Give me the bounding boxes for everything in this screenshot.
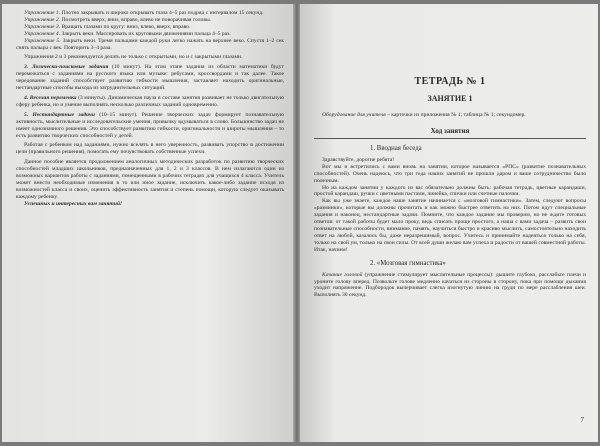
step-brain-gym-heading: 2. «Мозговая гимнастика» xyxy=(370,259,446,267)
page-number: 7 xyxy=(580,416,584,424)
equipment-paragraph: Оборудование для учителя – карточки из приложения № 1; таблица № 1; секундомер. xyxy=(322,112,526,118)
left-page xyxy=(2,4,294,442)
notebook-title: ТЕТРАДЬ № 1 xyxy=(414,76,486,87)
lesson-title: ЗАНЯТИЕ 1 xyxy=(427,94,473,103)
exercise-5: Упражнение 5. Закрыть веки. Тремя пальцами каждой руки легко нажать на верхнее веко. Спустя 1–2 сек снять пальцы с век. Повторить 3–4 раза. xyxy=(16,37,284,51)
closing-wish: Успешных и интересных вам занятий! xyxy=(24,200,123,207)
greeting: Здравствуйте, дорогие ребята! xyxy=(322,156,395,163)
course-heading: Ход занятия xyxy=(430,126,470,135)
intro-paragraph-3: Как вы уже знаете, каждое наше занятие начинается с «мозговой гимнастики». Затем, следуют вопросы «разминки», которые вы должны прочитать и как можно быстрее ответить на них. Потом идут специальные задания и наконец, нестандартные задачи. Помните, что каждое задание мы проверим, но не ждите готовых ответов: от такой работы будет мало проку, ведь списать проще простого, а наша с вами задача – развить свои познавательные способности, внимание, память, научиться быстро и красиво мыслить, самостоятельно находить ответ на любой, казалось бы, даже неразрешимый, вопрос. Учитесь и принимайте надеяться только на себя, только на свой ум, только на свои силы. От всей души желаю вам успеха и радости от вашей совместной работы. Итак, начнем! xyxy=(314,198,586,253)
step-intro-heading: 1. Вводная беседа xyxy=(370,144,422,152)
heading-rule xyxy=(314,138,586,139)
exercise-2: Упражнение 2. Посмотреть вверх, вниз, вправо, влево не поворачивая головы. xyxy=(24,16,212,23)
right-page xyxy=(300,4,598,442)
section-fun-break: 4. Веселая переменка (3 минуты). Динамическая пауза в составе занятия развивает не только двигательную сферу ребенка, но и умение выполнять несколько различных заданий одновременно. xyxy=(16,94,284,108)
brain-gym-paragraph: Качание головой (упражнение стимулирует мыслительные процессы): дышите глубоко, расслабьте плечи и уроните голову вперед. Позвольте голове медленно качаться из стороны в сторону, пока при помощи дыхания уходит напряжение. Подбородок вычерчивает слегка изогнутую линию на груди по мере расслабления шеи. Выполнять 30 секунд. xyxy=(314,271,586,299)
exercise-1: Упражнение 1. Плотно закрывать и широко открывать глаза 4–5 раз подряд с интервалом 15 секунд. xyxy=(24,10,264,16)
intro-paragraph-2: Но на каждом занятии у каждого из вас обязательно должны быть: рабочая тетрадь, цветные карандаши, простой карандаш, ручки с цветными пастами, линейка, спички или счетные палочки. xyxy=(314,184,586,198)
intro-paragraph-1: Вот мы и встретились с вами вновь на занятии, которое называется «РПС» (развитие познавательных способностей). Очень надеюсь, что три года наших занятий не прошли даром и ваше сотрудничество было полезным. xyxy=(314,163,586,184)
final-paragraph: Данное пособие является продолжением аналогичных методических разработок по развитию творческих способностей младших школьников, предназначенных для 1, 2 и 3 классов. В нем излагаются один из возможных вариантов работы с заданиями, помещенными в рабочих тетрадях для учащихся 4 класса. Учитель может внести необходимые изменения в то или иное задание, исключить какое-либо задание исходя из возможностей класса и своих, оценить эффективность занятия и степень помощи, которую следует оказывать каждому ребенку. xyxy=(16,159,284,200)
work-paragraph: Работая с ребенком над заданиями, нужно вселять в него уверенность, развивать упорство в достижении цели (правильного решения), помогать ему почувствовать собственные успехи. xyxy=(16,142,284,156)
section-logic-tasks: 3. Логически-поисковые задания (10 минут). На этом этапе задания из области математики будут перемежаться с заданиями на русского языка или музыке: ребусами, кроссвордами и так далее. Такое чередование заданий способствует развитию гибкости мышления, заставляет находить оригинальные, нестандартные способы выхода из затруднительных ситуаций. xyxy=(16,64,284,92)
exercise-3: Упражнение 3. Вращать глазами по кругу: вниз, влево, вверх, вправо. xyxy=(24,23,191,30)
recommend-paragraph: Упражнения 2 и 3 рекомендуется делать не только с открытыми, но и с закрытыми глазами. xyxy=(24,54,243,61)
exercise-4: Упражнение 4. Закрыть веки. Массировать их круговыми движениями пальца 4–5 раз. xyxy=(24,30,231,37)
section-nonstandard-tasks: 5. Нестандартные задачи (10–15 минут). Решение творческих задач формирует познавательную активность, мыслительные и исследовательские умения, привычку вдумываться в слово. Большинство задач не имеет однозначного решения. Это способствует развитию гибкости, оригинальности и широты мышления – то есть развитию творческих способностей у детей. xyxy=(16,111,284,139)
